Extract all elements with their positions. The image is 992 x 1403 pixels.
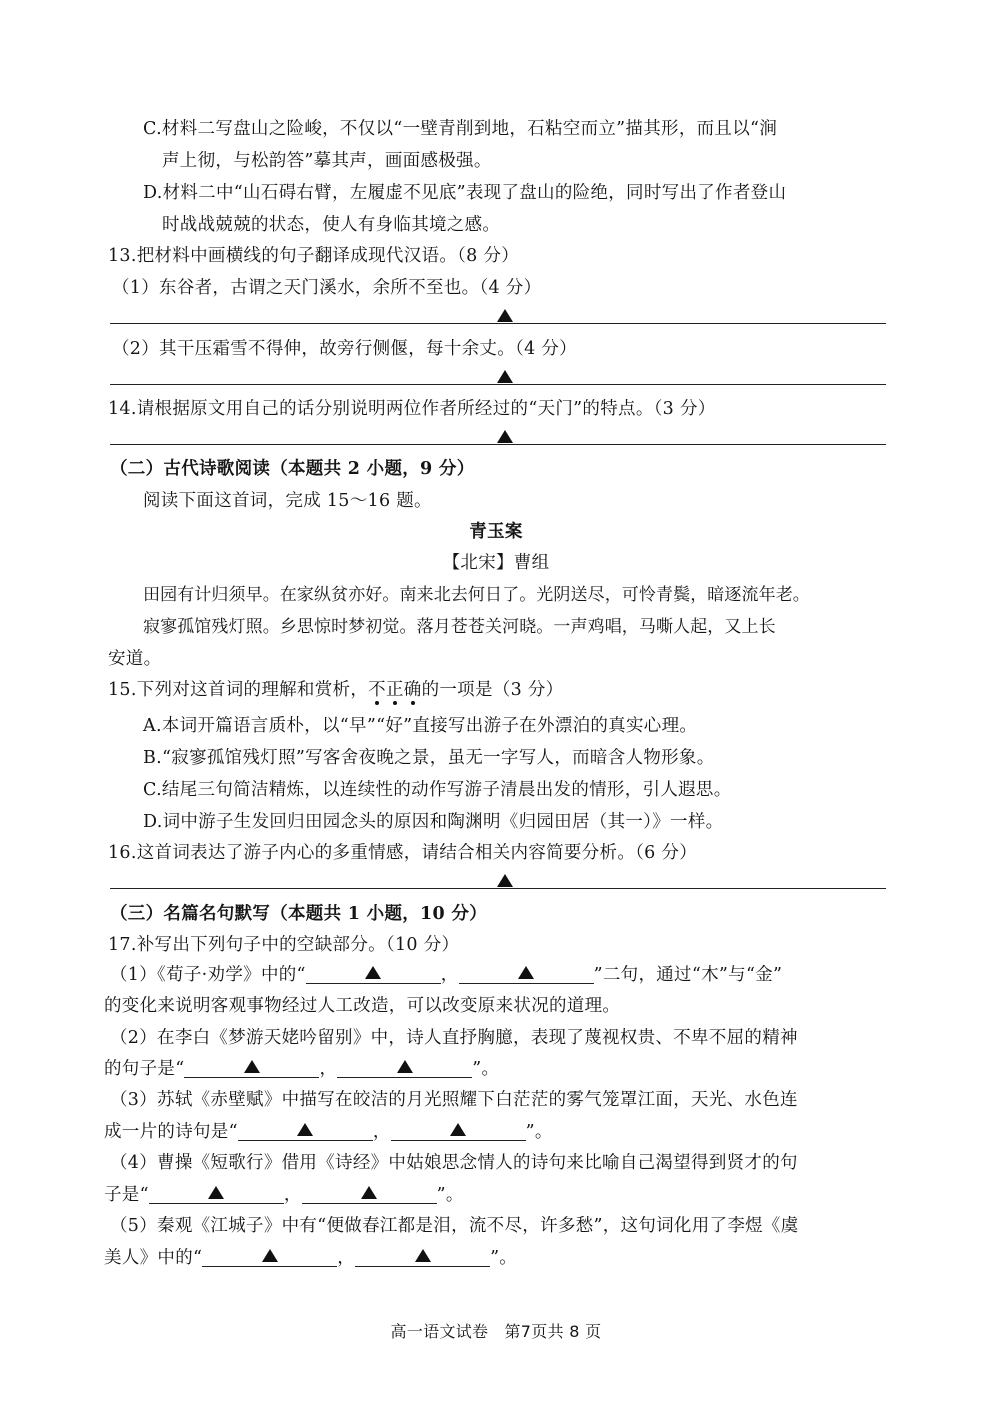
question-15-option-a: A.本词开篇语言质朴，以“早”“好”直接写出游子在外漂泊的真实心理。	[143, 716, 698, 736]
part3-text-d: ”。	[525, 1122, 553, 1142]
emphasis-char: 不	[368, 680, 386, 700]
question-13-sub2: （2）其干压霜雪不得伸，故旁行侧偃，每十余丈。（4 分）	[112, 339, 577, 359]
question-15-stem-a: 15.下列对这首词的理解和赏析，	[108, 680, 369, 700]
question-16-stem: 16.这首词表达了游子内心的多重情感，请结合相关内容简要分析。（6 分）	[108, 843, 698, 863]
part4-text-d: ”。	[436, 1185, 464, 1205]
question-17-stem: 17.补写出下列句子中的空缺部分。（10 分）	[108, 935, 460, 955]
section-3-heading: （三）名篇名句默写（本题共 1 小题，10 分）	[110, 904, 488, 924]
question-17-part4: （4）曹操《短歌行》借用《诗经》中姑娘思念情人的诗句来比喻自己渴望得到贤才的句	[110, 1153, 798, 1173]
question-15-stem-b: 的一项是（3 分）	[421, 680, 564, 700]
question-15-option-b: B.“寂寥孤馆残灯照”写客舍夜晚之景，虽无一字写人，而暗含人物形象。	[143, 748, 715, 768]
answer-triangle-icon	[361, 1186, 377, 1199]
question-13-stem: 13.把材料中画横线的句子翻译成现代汉语。（8 分）	[108, 246, 520, 266]
question-17-part4-cont	[104, 1183, 464, 1207]
question-17-part3: （3）苏轼《赤壁赋》中描写在皎洁的月光照耀下白茫茫的雾气笼罩江面，天光、水色连	[110, 1090, 798, 1110]
poem-line-1: 田园有计归须早。在家纵贫亦好。南来北去何日了。光阴送尽，可怜青鬓，暗逐流年老。	[143, 585, 810, 605]
part1-text-c: ”二句，通过“木”与“金”	[593, 965, 783, 985]
answer-triangle-icon	[415, 1249, 431, 1262]
fill-blank[interactable]	[302, 1183, 437, 1204]
fill-blank[interactable]	[149, 1183, 284, 1204]
poem-title: 青玉案	[469, 522, 523, 542]
question-13-sub1: （1）东谷者，古谓之天门溪水，余所不至也。（4 分）	[112, 278, 542, 298]
option-d-line1: D.材料二中“山石碍右臂，左履虚不见底”表现了盘山的险绝，同时写出了作者登山	[143, 183, 787, 203]
part5-text-b: 美人》中的“	[104, 1248, 203, 1268]
part4-text-c: ，	[283, 1185, 302, 1205]
question-17-part2: （2）在李白《梦游天姥吟留别》中，诗人直抒胸臆，表现了蔑视权贵、不卑不屈的精神	[110, 1028, 798, 1048]
answer-triangle-icon	[518, 966, 534, 979]
answer-triangle-icon	[244, 1060, 260, 1073]
poem-line-3: 安道。	[108, 649, 162, 669]
part5-text-c: ，	[337, 1248, 356, 1268]
answer-triangle-icon	[208, 1186, 224, 1199]
part5-text-d: ”。	[490, 1248, 518, 1268]
part1-text-a: （1）《荀子·劝学》中的“	[110, 965, 306, 985]
answer-triangle-icon	[497, 874, 513, 887]
answer-triangle-icon	[497, 370, 513, 383]
option-c-line2: 声上彻，与松韵答”摹其声，画面感极强。	[162, 151, 492, 171]
part1-text-b: ，	[440, 965, 459, 985]
part2-text-b: 的句子是“	[104, 1059, 185, 1079]
fill-blank[interactable]	[391, 1120, 526, 1141]
question-17-part3-cont	[104, 1120, 553, 1144]
section-2-intro: 阅读下面这首词，完成 15～16 题。	[143, 491, 432, 511]
fill-blank[interactable]	[238, 1120, 373, 1141]
emphasis-char: 确	[403, 680, 422, 700]
question-14-stem: 14.请根据原文用自己的话分别说明两位作者所经过的“天门”的特点。（3 分）	[108, 399, 716, 419]
poem-author: 【北宋】曹组	[442, 553, 550, 573]
option-d-line2: 时战战兢兢的状态，使人有身临其境之感。	[162, 215, 501, 235]
poem-line-2: 寂寥孤馆残灯照。乡思惊时梦初觉。落月苍苍关河晓。一声鸡唱，马嘶人起，又上长	[143, 617, 776, 637]
fill-blank[interactable]	[337, 1057, 472, 1078]
question-15-stem	[108, 678, 563, 702]
fill-blank[interactable]	[202, 1246, 337, 1267]
emphasis-char: 正	[385, 680, 404, 700]
fill-blank[interactable]	[459, 963, 594, 984]
question-15-option-d: D.词中游子生发回归田园念头的原因和陶渊明《归园田居（其一）》一样。	[143, 812, 724, 832]
fill-blank[interactable]	[355, 1246, 490, 1267]
answer-triangle-icon	[262, 1249, 278, 1262]
part3-text-b: 成一片的诗句是“	[104, 1122, 238, 1142]
page-footer: 高一语文试卷 第7页共 8 页	[390, 1322, 602, 1341]
answer-line-16[interactable]	[110, 888, 886, 889]
question-17-part1	[110, 963, 782, 987]
answer-line-13-1[interactable]	[110, 323, 886, 324]
fill-blank[interactable]	[184, 1057, 319, 1078]
part3-text-c: ，	[372, 1122, 391, 1142]
answer-triangle-icon	[297, 1123, 313, 1136]
part4-text-b: 子是“	[104, 1185, 149, 1205]
question-17-part5-cont	[104, 1246, 517, 1270]
part2-text-d: ”。	[472, 1059, 500, 1079]
question-17-part1-cont: 的变化来说明客观事物经过人工改造，可以改变原来状况的道理。	[104, 996, 621, 1016]
answer-triangle-icon	[497, 309, 513, 322]
answer-triangle-icon	[397, 1060, 413, 1073]
fill-blank[interactable]	[306, 963, 441, 984]
answer-triangle-icon	[365, 966, 381, 979]
answer-triangle-icon	[450, 1123, 466, 1136]
option-c-line1: C.材料二写盘山之险峻，不仅以“一壁青削到地，石粘空而立”描其形，而且以“涧	[143, 119, 778, 139]
answer-line-13-2[interactable]	[110, 384, 886, 385]
section-2-heading: （二）古代诗歌阅读（本题共 2 小题，9 分）	[110, 459, 475, 479]
question-17-part5: （5）秦观《江城子》中有“便做春江都是泪，流不尽，许多愁”，这句词化用了李煜《虞	[110, 1216, 799, 1236]
answer-triangle-icon	[497, 430, 513, 443]
part2-text-c: ，	[319, 1059, 338, 1079]
question-17-part2-cont	[104, 1057, 499, 1081]
answer-line-14[interactable]	[110, 444, 886, 445]
question-15-option-c: C.结尾三句简洁精炼，以连续性的动作写游子清晨出发的情形，引人遐思。	[143, 780, 732, 800]
